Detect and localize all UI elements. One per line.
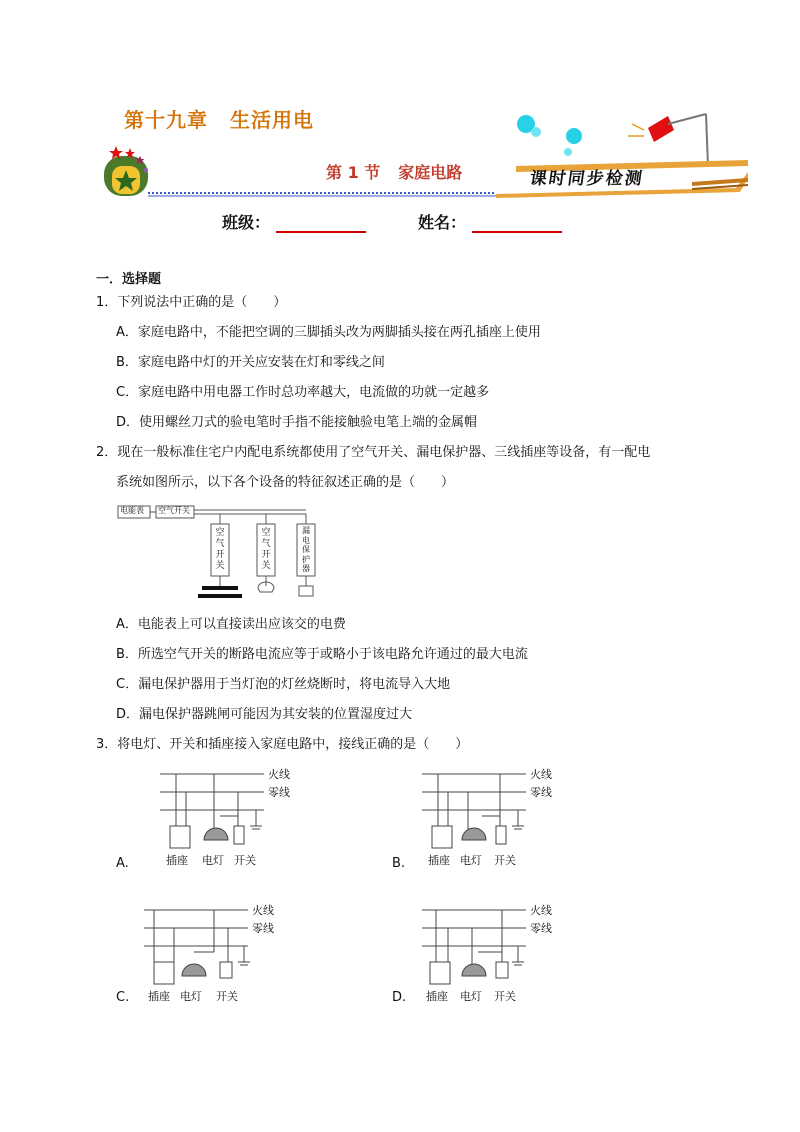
name-label: 姓名： [418, 213, 467, 232]
class-field[interactable] [222, 210, 366, 233]
q1-option-b[interactable]: B．家庭电路中灯的开关应安装在灯和零线之间 [116, 355, 385, 370]
chapter-number: 第十九章 [124, 108, 208, 132]
q3-option-a-label[interactable]: A. [116, 856, 129, 871]
socket-label: 插座 [426, 990, 448, 1003]
name-field[interactable] [418, 210, 562, 233]
header-decoration [96, 108, 756, 200]
socket-label: 插座 [428, 854, 450, 867]
socket-icon [299, 586, 313, 596]
protector-label: 漏 电 保 护 器 [302, 526, 310, 573]
q3-option-b-label[interactable]: B. [392, 856, 406, 871]
live-wire-label: 火线 [268, 768, 290, 781]
q2-distribution-figure [116, 502, 326, 602]
main-switch-label: 空气开关 [158, 506, 190, 515]
live-wire-label: 火线 [530, 904, 552, 917]
neutral-wire-label: 零线 [530, 922, 552, 935]
section-heading [326, 160, 462, 183]
bubbles-icon [517, 115, 582, 156]
banner-title: 课时同步检测 [528, 169, 646, 189]
q2-option-c[interactable]: C．漏电保护器用于当灯泡的灯丝烧断时，将电流导入大地 [116, 677, 451, 692]
live-wire-label: 火线 [252, 904, 274, 917]
q2-option-d[interactable]: D．漏电保护器跳闸可能因为其安装的位置湿度过大 [116, 707, 413, 722]
switch-label: 开关 [494, 854, 516, 867]
name-blank[interactable] [472, 215, 562, 233]
q2-stem-line1: 2．现在一般标准住宅户内配电系统都使用了空气开关、漏电保护器、三线插座等设备，有一配电 [96, 445, 651, 460]
q2-option-a[interactable]: A．电能表上可以直接读出应该交的电费 [116, 617, 346, 632]
q1-option-c[interactable]: C．家庭电路中用电器工作时总功率越大，电流做的功就一定越多 [116, 385, 490, 400]
neutral-wire-label: 零线 [252, 922, 274, 935]
neutral-wire-label: 零线 [530, 786, 552, 799]
switch-label: 开关 [234, 854, 256, 867]
lamp-label: 电灯 [460, 990, 482, 1003]
q2-option-b[interactable]: B．所选空气开关的断路电流应等于或略小于该电路允许通过的最大电流 [116, 647, 528, 662]
q3-circuit-d[interactable] [418, 900, 558, 1010]
switch-label: 开关 [216, 990, 238, 1003]
live-wire-label: 火线 [530, 768, 552, 781]
q1-stem: 1．下列说法中正确的是（ ） [96, 295, 287, 310]
q1-option-d[interactable]: D．使用螺丝刀式的验电笔时手指不能接触验电笔上端的金属帽 [116, 415, 478, 430]
switch2-label: 空 气 开 关 [261, 528, 271, 571]
neutral-wire-label: 零线 [268, 786, 290, 799]
section-number: 第 1 节 [326, 163, 381, 182]
section-choice-title: 一．选择题 [96, 272, 162, 287]
desk-lamp-icon [628, 114, 708, 166]
section-title: 家庭电路 [398, 163, 463, 182]
switch-label: 开关 [494, 990, 516, 1003]
socket-label: 插座 [148, 990, 170, 1003]
heater-icon [202, 586, 238, 590]
q3-circuit-a[interactable] [156, 764, 296, 874]
q1-option-a[interactable]: A．家庭电路中，不能把空调的三脚插头改为两脚插头接在两孔插座上使用 [116, 325, 541, 340]
star-badge-icon [104, 146, 148, 196]
q3-circuit-b[interactable] [418, 764, 558, 874]
switch1-label: 空 气 开 关 [215, 528, 225, 571]
meter-label: 电能表 [120, 506, 144, 515]
class-label: 班级： [222, 213, 271, 232]
q3-stem: 3．将电灯、开关和插座接入家庭电路中，接线正确的是（ ） [96, 737, 469, 752]
q3-option-c-label[interactable]: C. [116, 990, 130, 1005]
lamp-label: 电灯 [460, 854, 482, 867]
q2-stem-line2: 系统如图所示，以下各个设备的特征叙述正确的是（ ） [116, 475, 455, 490]
q3-circuit-c[interactable] [140, 900, 280, 1010]
socket-label: 插座 [166, 854, 188, 867]
q3-option-d-label[interactable]: D. [392, 990, 407, 1005]
lamp-label: 电灯 [180, 990, 202, 1003]
class-blank[interactable] [276, 215, 366, 233]
lamp-label: 电灯 [202, 854, 224, 867]
chapter-title: 生活用电 [230, 108, 314, 132]
